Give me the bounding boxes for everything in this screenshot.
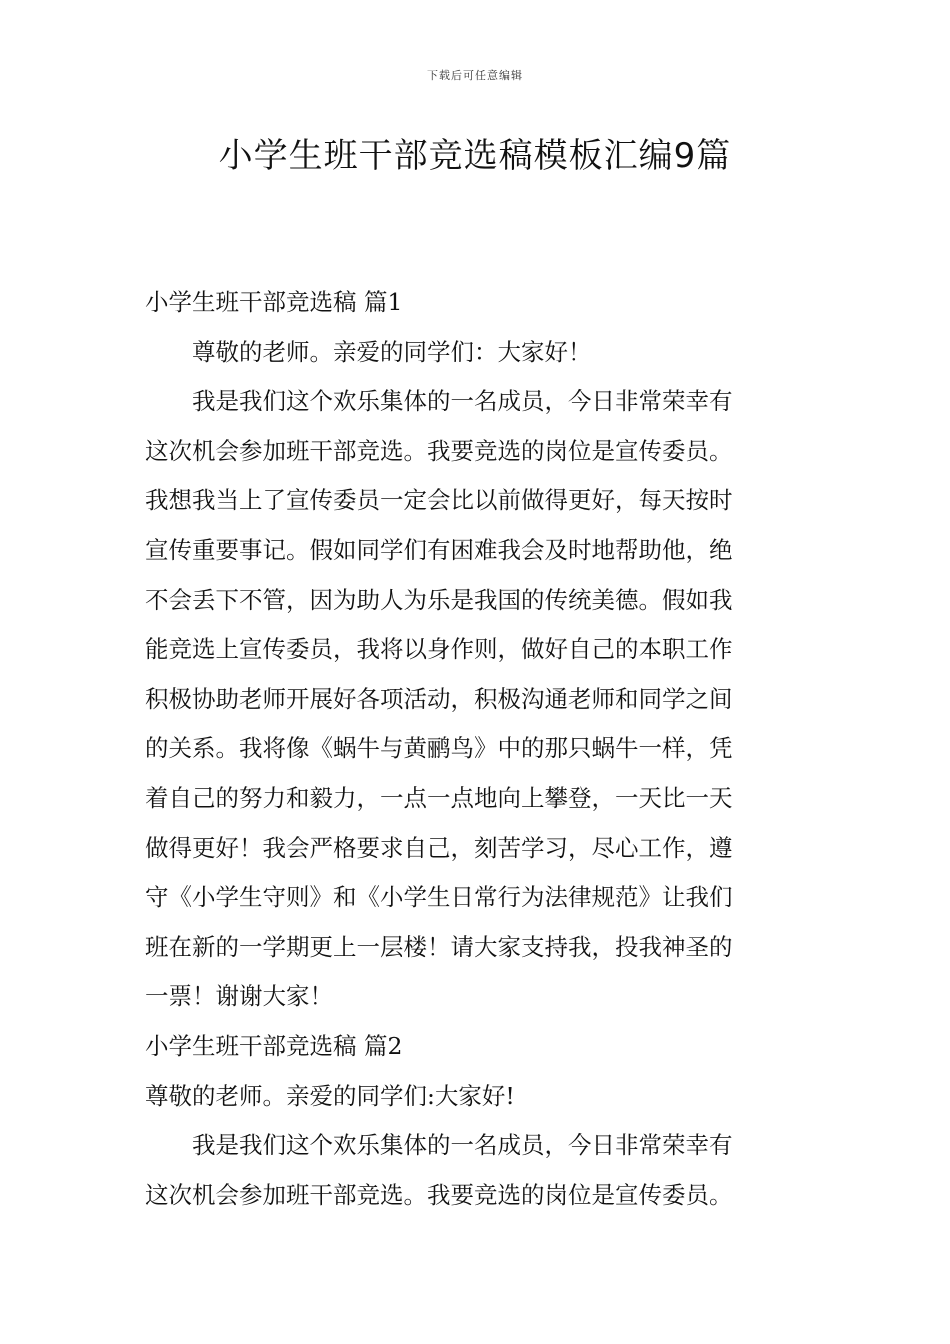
header-note: 下载后可任意编辑 (427, 69, 523, 82)
paragraph-line: 做得更好！我会严格要求自己，刻苦学习，尽心工作，遵 (145, 833, 733, 862)
paragraph-line: 的关系。我将像《蜗牛与黄鹂鸟》中的那只蜗牛一样，凭 (145, 734, 733, 763)
section-heading-2: 小学生班干部竞选稿 篇2 (145, 1031, 403, 1060)
paragraph-line: 宣传重要事记。假如同学们有困难我会及时地帮助他，绝 (145, 535, 733, 564)
section-1-greeting: 尊敬的老师。亲爱的同学们：大家好！ (192, 337, 592, 366)
paragraph-line: 班在新的一学期更上一层楼！请大家支持我，投我神圣的 (145, 932, 733, 961)
paragraph-line: 一票！谢谢大家！ (145, 982, 333, 1011)
section-2-greeting: 尊敬的老师。亲爱的同学们:大家好! (145, 1081, 515, 1110)
paragraph-line: 着自己的努力和毅力，一点一点地向上攀登，一天比一天 (145, 783, 733, 812)
document-title: 小学生班干部竞选稿模板汇编9篇 (218, 136, 732, 176)
paragraph-line: 我想我当上了宣传委员一定会比以前做得更好，每天按时 (145, 486, 733, 515)
paragraph-line: 守《小学生守则》和《小学生日常行为法律规范》让我们 (145, 883, 733, 912)
paragraph-line: 我是我们这个欢乐集体的一名成员，今日非常荣幸有 (192, 1131, 733, 1160)
document-body (145, 278, 810, 1220)
section-heading-1: 小学生班干部竞选稿 篇1 (145, 288, 403, 316)
paragraph-line: 不会丢下不管，因为助人为乐是我国的传统美德。假如我 (145, 585, 733, 614)
section-1-paragraph (145, 377, 810, 1022)
paragraph-line: 这次机会参加班干部竞选。我要竞选的岗位是宣传委员。 (145, 436, 733, 465)
paragraph-line: 我是我们这个欢乐集体的一名成员，今日非常荣幸有 (192, 387, 733, 416)
section-2-paragraph (145, 1121, 810, 1220)
paragraph-line: 积极协助老师开展好各项活动，积极沟通老师和同学之间 (145, 684, 733, 713)
paragraph-line: 能竞选上宣传委员，我将以身作则，做好自己的本职工作 (145, 635, 733, 664)
paragraph-line: 这次机会参加班干部竞选。我要竞选的岗位是宣传委员。 (145, 1180, 733, 1209)
